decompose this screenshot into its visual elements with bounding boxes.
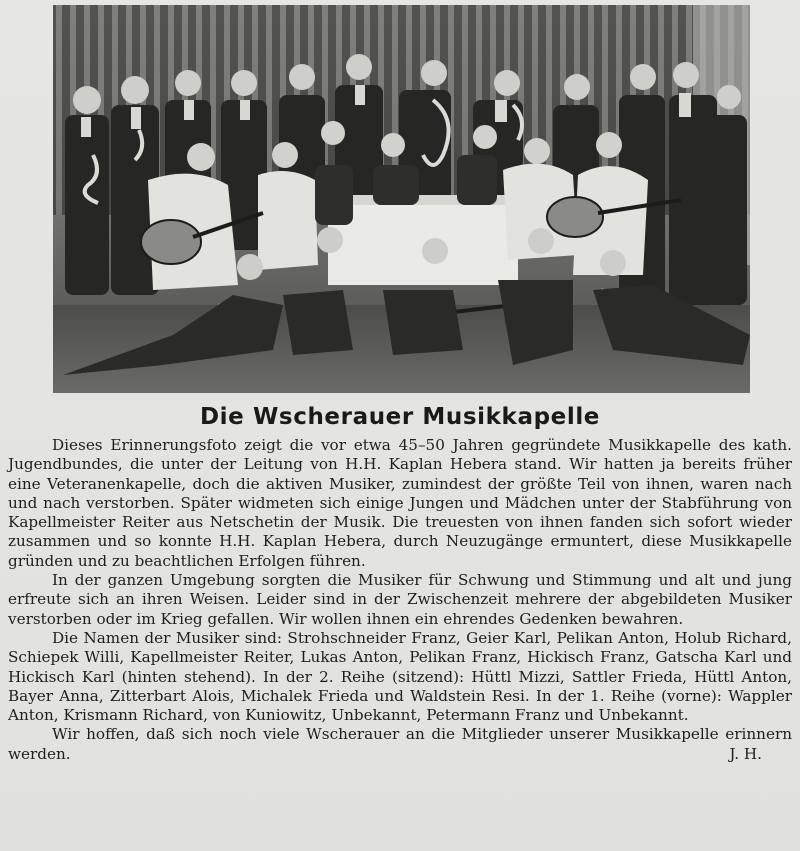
band-photo-illustration bbox=[53, 5, 750, 393]
article-body bbox=[8, 436, 792, 764]
band-photograph bbox=[53, 5, 750, 393]
paragraph-names: Die Namen der Musiker sind: Strohschneider Franz, Geier Karl, Pelikan Anton, Holub Richard, Schiepek Willi, Kapellmeister Reiter, Lukas Anton, Pelikan Franz, Hickisch Franz, Gatscha Karl und Hickisch Karl (hinten stehend). In der 2. Reihe (sitzend): Hüttl Mizzi, Sattler Frieda, Hüttl Anton, Bayer Anna, Zitterbart Alois, Michalek Frieda und Waldstein Resi. In der 1. Reihe (vorne): Wappler Anton, Krismann Richard, von Kuniowitz, Unbekannt, Petermann Franz und Unbekannt. bbox=[8, 628, 792, 725]
author-initials: J. H. bbox=[729, 744, 762, 763]
closing-block bbox=[8, 725, 792, 764]
article-title: Die Wscherauer Musikkapelle bbox=[199, 404, 600, 430]
paragraph-success: In der ganzen Umgebung sorgten die Musiker für Schwung und Stimmung und alt und jung erfreute sich an ihren Weisen. Leider sind in der Zwischenzeit mehrere der abgebildeten Musiker verstorben oder im Krieg gefallen. Wir wollen ihnen ein ehrendes Gedenken bewahren. bbox=[8, 571, 792, 628]
paragraph-history: Dieses Erinnerungsfoto zeigt die vor etwa 45–50 Jahren gegründete Musikkapelle des kath. Jugendbundes, die unter der Leitung von H.H. Kaplan Hebera stand. Wir hatten ja bereits früher eine Veteranenkapelle, doch die aktiven Musiker, zumindest der größte Teil von ihnen, waren nach und nach verstorben. Später widmeten sich einige Jungen und Mädchen unter der Stabführung von Kapellmeister Reiter aus Netschetin der Musik. Die treuesten von ihnen fanden sich sofort wieder zusammen und so konnte H.H. Kaplan Hebera, durch Neuzugänge ermuntert, diese Musikkapelle gründen und zu beachtlichen Erfolgen führen. bbox=[8, 436, 792, 570]
paragraph-closing: Wir hoffen, daß sich noch viele Wscherauer an die Mitglieder unserer Musikkapelle erinnern werden. bbox=[8, 725, 792, 763]
